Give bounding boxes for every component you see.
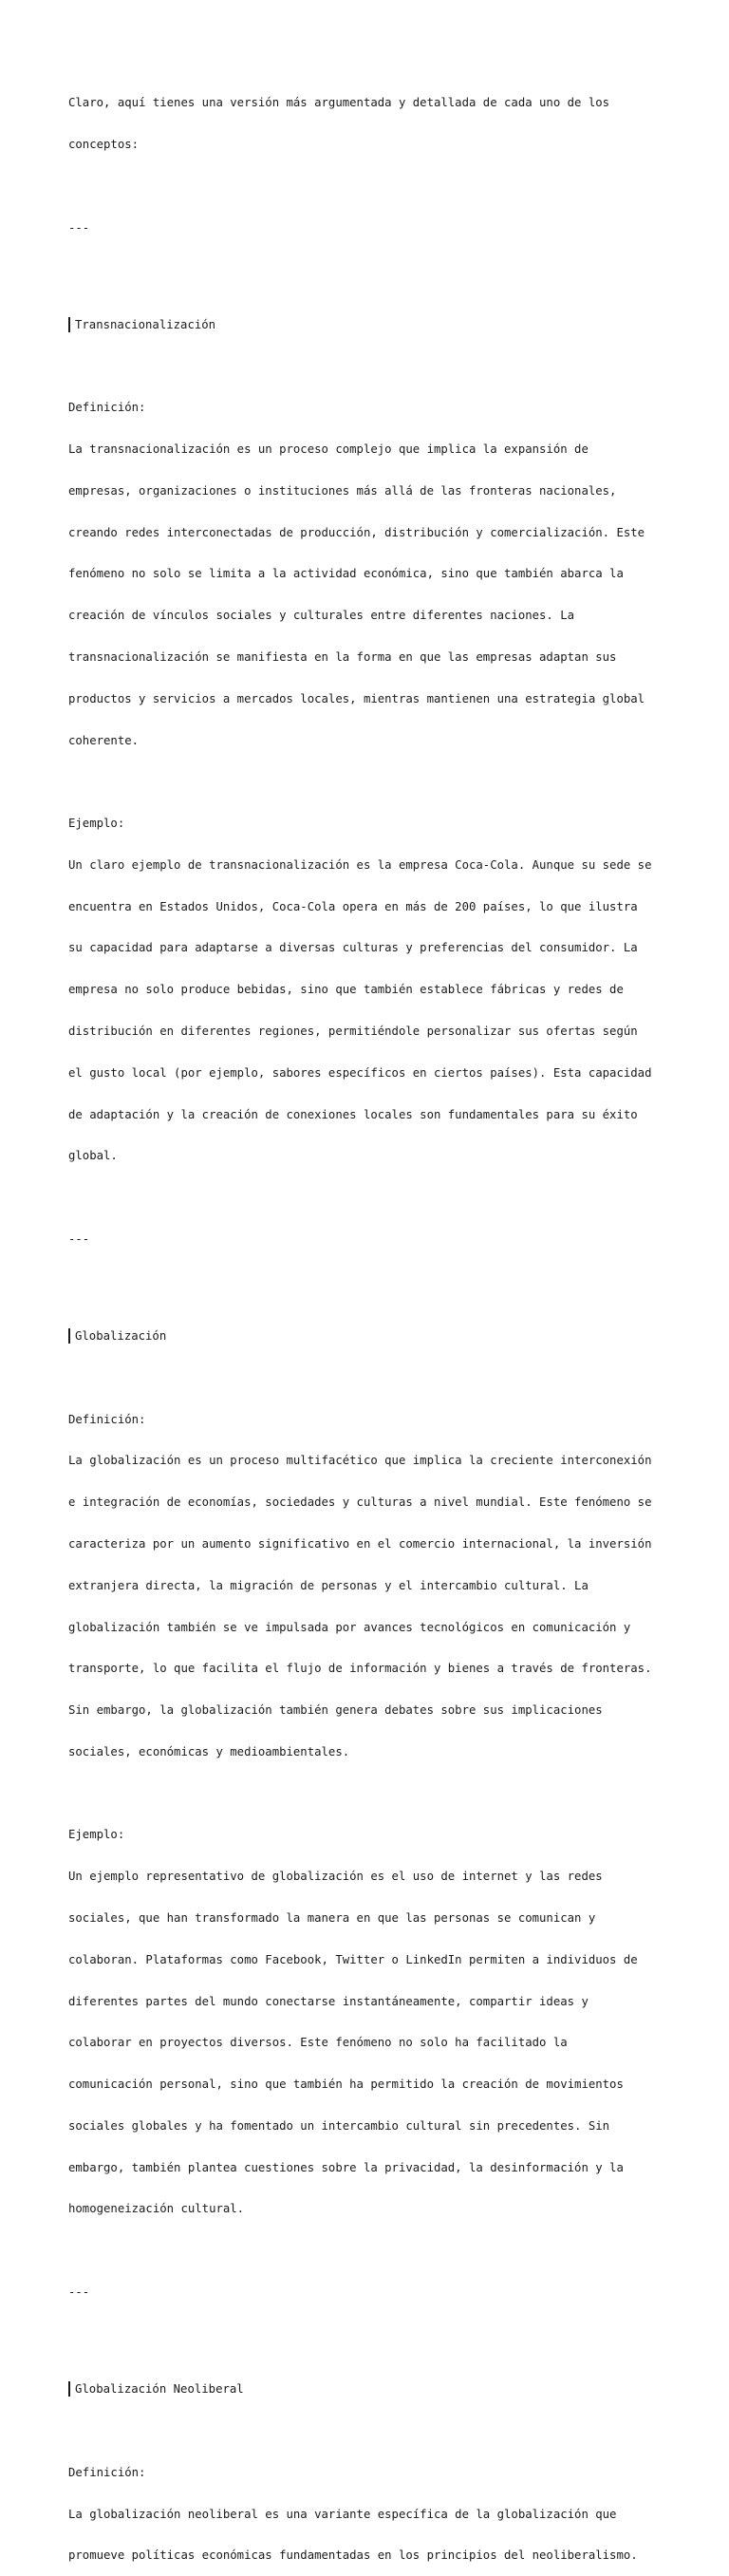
definition-line: La globalización es un proceso multifacético que implica la creciente interconexión — [68, 1454, 652, 1468]
separator: --- — [68, 220, 90, 235]
heading-bar — [68, 317, 70, 332]
section-heading-label: Globalización Neoliberal — [75, 2382, 244, 2397]
definition-line: e integración de economías, sociedades y culturas a nivel mundial. Este fenómeno se — [68, 1495, 652, 1510]
section-heading-label: Transnacionalización — [75, 317, 216, 331]
example-line: Un claro ejemplo de transnacionalización es la empresa Coca-Cola. Aunque su sede se — [68, 857, 652, 872]
separator: --- — [68, 1232, 90, 1246]
intro-line: Claro, aquí tienes una versión más argumentada y detallada de cada uno de los — [68, 96, 610, 110]
separator: --- — [68, 2285, 90, 2299]
definition-line: caracteriza por un aumento significativo en el comercio internacional, la inversión — [68, 1536, 652, 1551]
section-heading-globalizacion — [68, 1329, 666, 1344]
example-line: el gusto local (por ejemplo, sabores específicos en ciertos países). Esta capacidad — [68, 1065, 652, 1080]
heading-bar — [68, 1328, 70, 1344]
example-line: de adaptación y la creación de conexiones locales son fundamentales para su éxito — [68, 1107, 638, 1121]
example-line: comunicación personal, sino que también ha permitido la creación de movimientos — [68, 2078, 624, 2092]
definition-line: productos y servicios a mercados locales, mientras mantienen una estrategia global — [68, 691, 645, 705]
definition-line: empresas, organizaciones o instituciones más allá de las fronteras nacionales, — [68, 483, 617, 498]
example-line: su capacidad para adaptarse a diversas culturas y preferencias del consumidor. La — [68, 941, 638, 955]
example-line: homogeneización cultural. — [68, 2202, 245, 2216]
definition-line: transnacionalización se manifiesta en la forma en que las empresas adaptan sus — [68, 649, 617, 664]
definition-label: Definición: — [68, 2465, 146, 2479]
definition-line: creación de vínculos sociales y culturales entre diferentes naciones. La — [68, 609, 575, 623]
example-line: empresa no solo produce bebidas, sino que también establece fábricas y redes de — [68, 983, 624, 997]
definition-line: globalización también se ve impulsada por avances tecnológicos en comunicación y — [68, 1620, 631, 1634]
example-line: colaboran. Plataformas como Facebook, Twitter o LinkedIn permiten a individuos de — [68, 1952, 638, 1966]
definition-label: Definición: — [68, 1412, 146, 1426]
definition-line: promueve políticas económicas fundamentadas en los principios del neoliberalismo. — [68, 2548, 638, 2563]
example-line: sociales globales y ha fomentado un intercambio cultural sin precedentes. Sin — [68, 2118, 610, 2133]
definition-line: creando redes interconectadas de producción, distribución y comercialización. Este — [68, 525, 645, 539]
example-line: distribución en diferentes regiones, permitiéndole personalizar sus ofertas según — [68, 1024, 638, 1038]
heading-bar — [68, 2381, 70, 2397]
definition-line: fenómeno no solo se limita a la actividad económica, sino que también abarca la — [68, 567, 624, 581]
example-line: diferentes partes del mundo conectarse instantáneamente, compartir ideas y — [68, 1994, 589, 2008]
example-line: sociales, que han transformado la manera en que las personas se comunican y — [68, 1910, 596, 1925]
definition-line: sociales, económicas y medioambientales. — [68, 1744, 350, 1758]
example-line: encuentra en Estados Unidos, Coca-Cola opera en más de 200 países, lo que ilustra — [68, 899, 638, 913]
example-line: embargo, también plantea cuestiones sobre la privacidad, la desinformación y la — [68, 2160, 624, 2174]
example-line: colaborar en proyectos diversos. Este fenómeno no solo ha facilitado la — [68, 2036, 568, 2050]
intro-line: conceptos: — [68, 137, 140, 151]
example-line: global. — [68, 1149, 118, 1163]
section-heading-transnacionalizacion — [68, 318, 666, 332]
example-label: Ejemplo: — [68, 817, 125, 831]
example-line: Un ejemplo representativo de globalización es el uso de internet y las redes — [68, 1870, 603, 1884]
definition-line: Sin embargo, la globalización también genera debates sobre sus implicaciones — [68, 1703, 603, 1718]
definition-line: transporte, lo que facilita el flujo de información y bienes a través de fronteras. — [68, 1662, 652, 1676]
document-page — [68, 68, 666, 2576]
definition-line: La transnacionalización es un proceso complejo que implica la expansión de — [68, 442, 589, 457]
section-heading-globalizacion-neoliberal — [68, 2382, 666, 2397]
definition-line: extranjera directa, la migración de personas y el intercambio cultural. La — [68, 1578, 589, 1592]
definition-line: La globalización neoliberal es una variante específica de la globalización que — [68, 2507, 617, 2521]
definition-label: Definición: — [68, 401, 146, 415]
section-heading-label: Globalización — [75, 1329, 167, 1344]
example-label: Ejemplo: — [68, 1828, 125, 1842]
definition-line: coherente. — [68, 733, 140, 747]
